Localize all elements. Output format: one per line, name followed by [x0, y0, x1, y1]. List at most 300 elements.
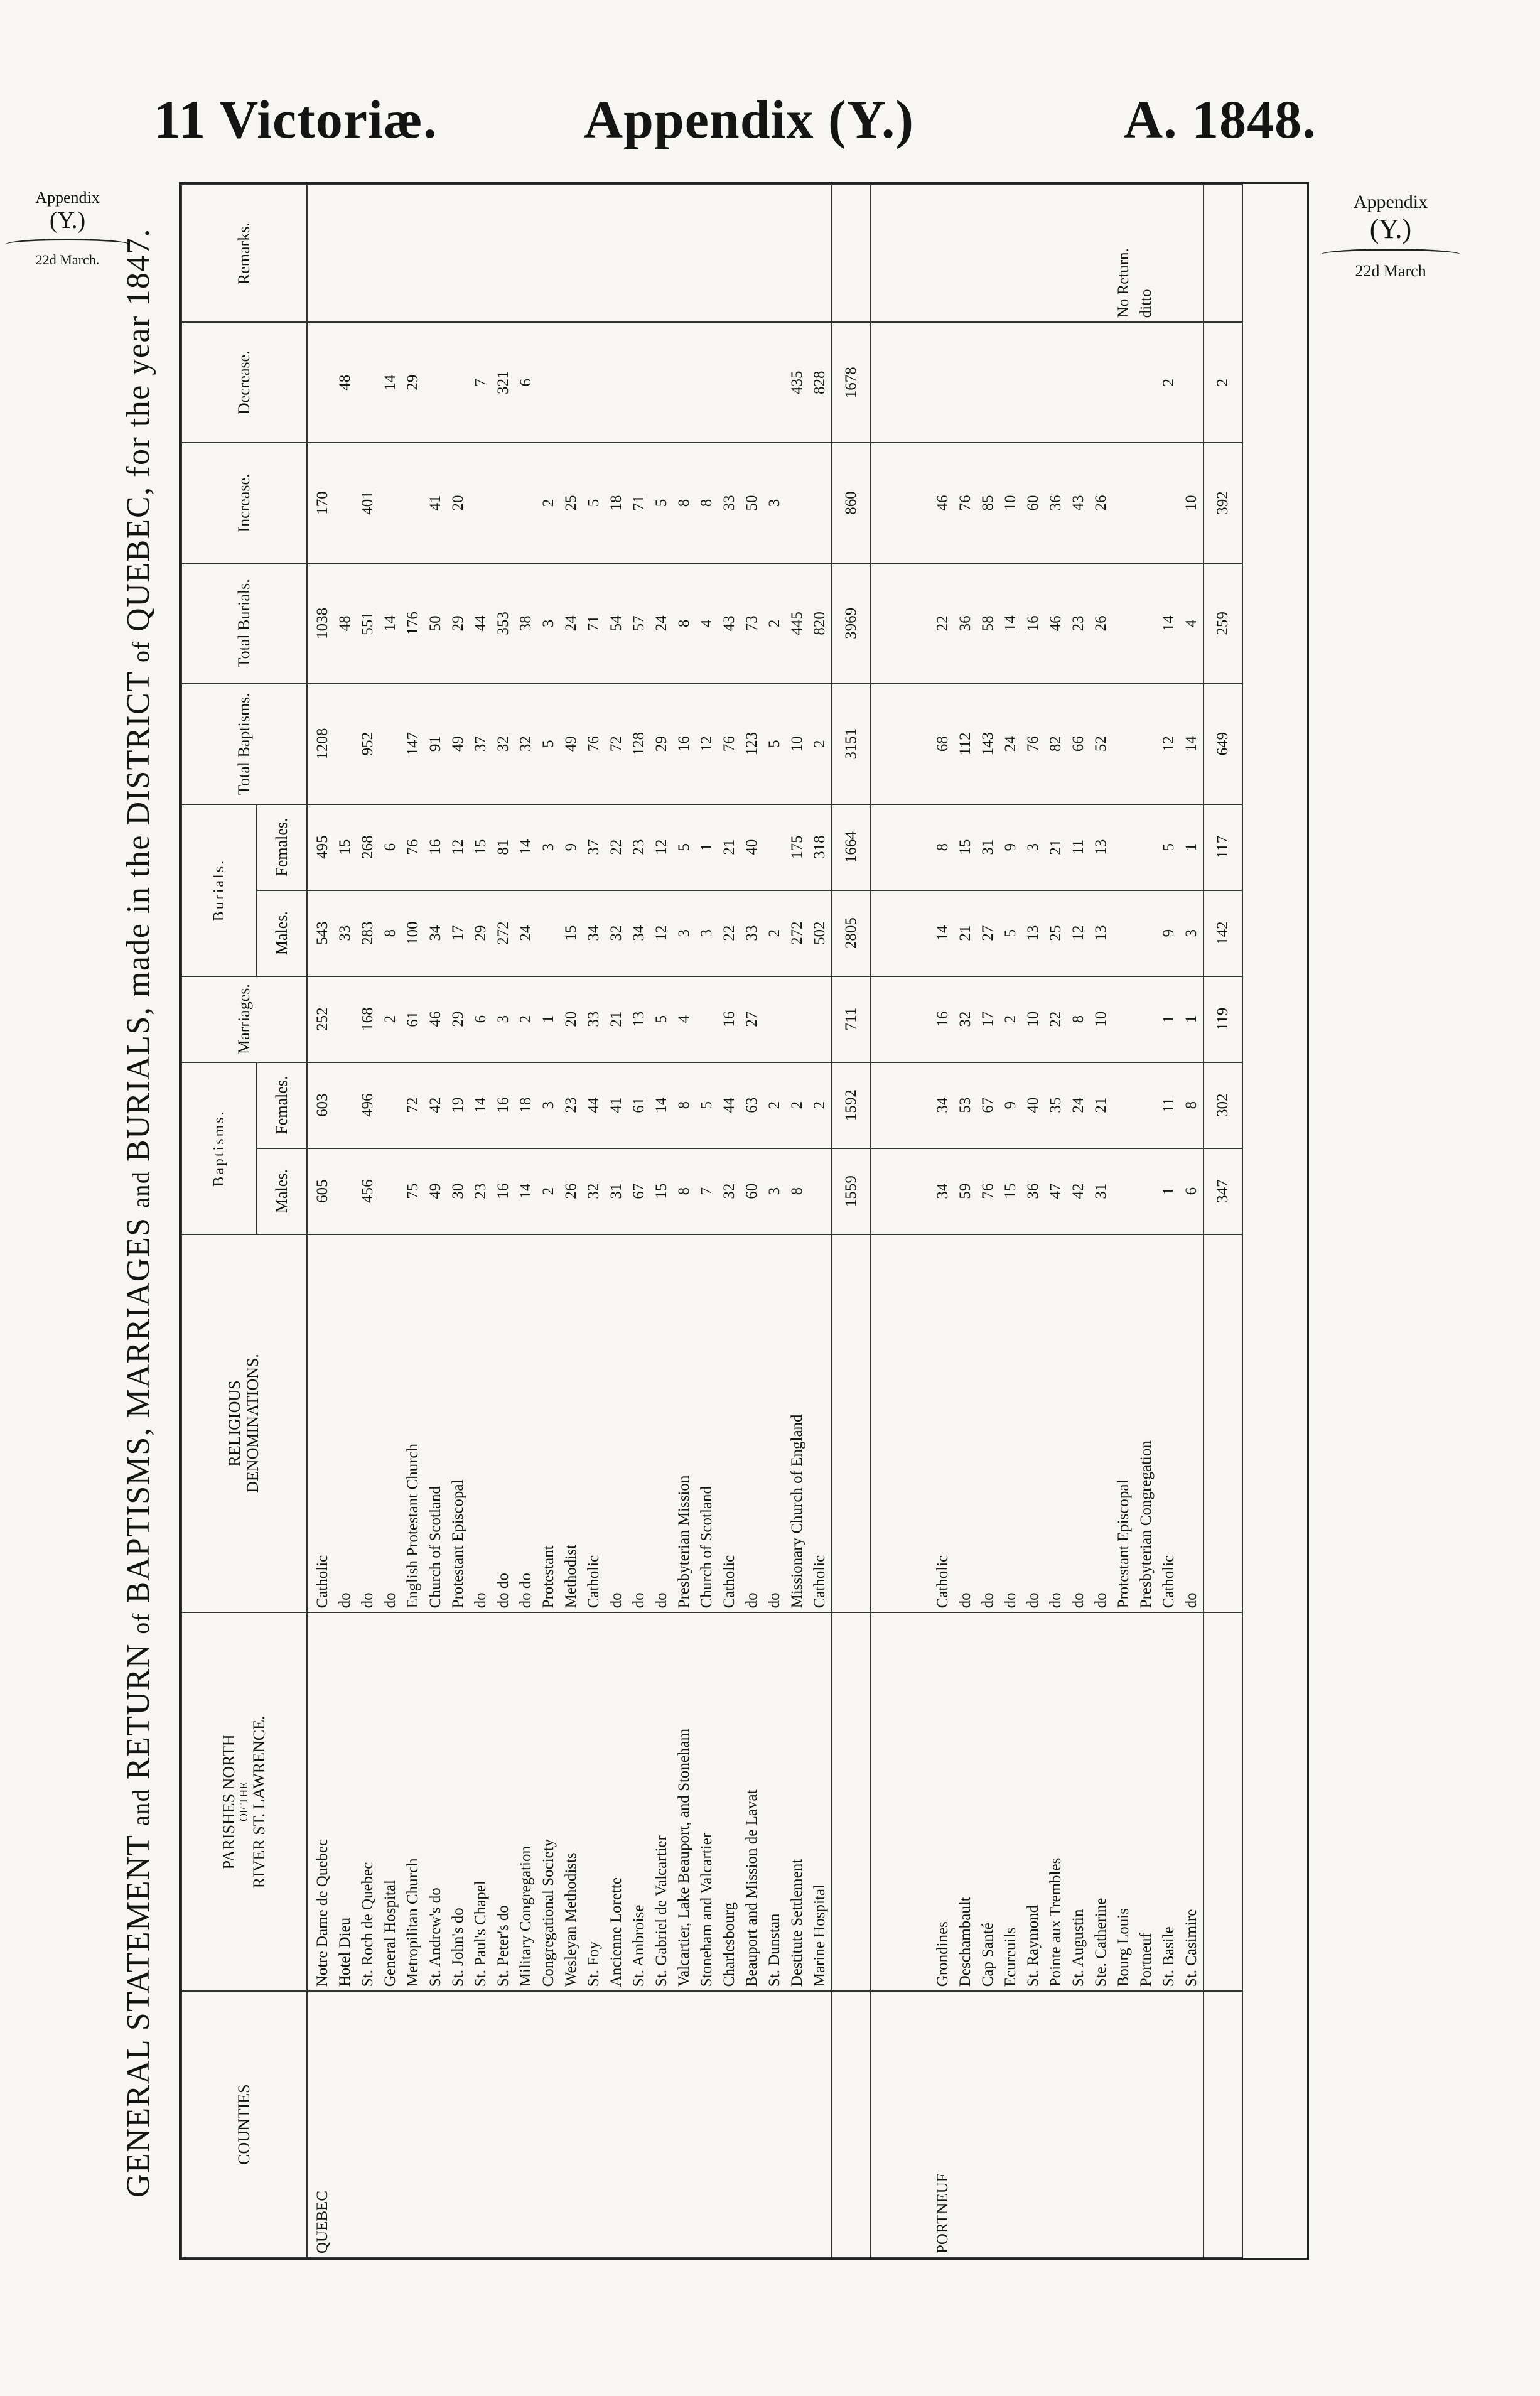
value-cell-tb: 5 — [537, 684, 560, 804]
value-cell-bm — [379, 1148, 402, 1234]
denomination-cell — [832, 1234, 871, 1613]
denomination-cell: Catholic — [928, 1234, 954, 1613]
value-cell-bf: 2 — [763, 1062, 786, 1148]
value-cell-uf: 81 — [492, 804, 515, 890]
value-cell-bm: 60 — [741, 1148, 763, 1234]
value-cell-bf — [1135, 1062, 1158, 1148]
value-cell-tb — [379, 684, 402, 804]
denomination-cell: Catholic — [1158, 1234, 1180, 1613]
value-cell-um: 14 — [928, 890, 954, 976]
value-cell-inc — [334, 443, 357, 563]
gap-cell — [871, 322, 928, 443]
value-cell-mar: 2 — [379, 976, 402, 1062]
total-cell-inc: 392 — [1203, 443, 1242, 563]
value-cell-inc: 46 — [928, 443, 954, 563]
value-cell-uf: 21 — [1045, 804, 1067, 890]
value-cell-mar: 27 — [741, 976, 763, 1062]
parish-cell: St. Peter's do — [492, 1612, 515, 1991]
value-cell-inc: 33 — [718, 443, 741, 563]
total-cell-bm: 347 — [1203, 1148, 1242, 1234]
value-cell-tb — [334, 684, 357, 804]
remarks-cell — [763, 185, 786, 322]
value-cell-bm — [809, 1148, 832, 1234]
value-cell-bm: 15 — [650, 1148, 673, 1234]
value-cell-bm: 31 — [1090, 1148, 1112, 1234]
remarks-cell — [977, 185, 999, 322]
county-cell — [379, 1991, 402, 2258]
remarks-cell — [928, 185, 954, 322]
value-cell-dec — [537, 322, 560, 443]
value-cell-mar — [786, 976, 809, 1062]
table-row — [696, 185, 718, 2258]
value-cell-tb: 128 — [628, 684, 650, 804]
denomination-cell: Catholic — [583, 1234, 605, 1613]
value-cell-um: 5 — [999, 890, 1022, 976]
value-cell-um: 283 — [357, 890, 379, 976]
value-cell-uf — [1112, 804, 1135, 890]
value-cell-tb: 91 — [424, 684, 447, 804]
value-cell-bf: 9 — [999, 1062, 1022, 1148]
county-cell — [786, 1991, 809, 2258]
total-cell-uf: 1664 — [832, 804, 871, 890]
value-cell-tb: 76 — [1022, 684, 1045, 804]
remarks-cell — [560, 185, 583, 322]
value-cell-bf: 16 — [492, 1062, 515, 1148]
value-cell-tb — [1135, 684, 1158, 804]
county-cell: PORTNEUF — [928, 1991, 954, 2258]
header-denominations — [181, 1234, 307, 1613]
value-cell-bf: 44 — [583, 1062, 605, 1148]
table-row — [954, 185, 977, 2258]
county-cell — [1180, 1991, 1203, 2258]
value-cell-tb: 2 — [809, 684, 832, 804]
value-cell-dec — [977, 322, 999, 443]
parish-cell: St. Casimire — [1180, 1612, 1203, 1991]
value-cell-inc: 36 — [1045, 443, 1067, 563]
remarks-cell — [1158, 185, 1180, 322]
value-cell-tb: 5 — [763, 684, 786, 804]
header-counties: COUNTIES — [181, 1991, 307, 2258]
value-cell-tb: 112 — [954, 684, 977, 804]
parish-cell: Cap Santé — [977, 1612, 999, 1991]
total-cell-tb: 3151 — [832, 684, 871, 804]
value-cell-tu: 50 — [424, 563, 447, 684]
value-cell-tu: 23 — [1067, 563, 1090, 684]
value-cell-um: 21 — [954, 890, 977, 976]
brace-icon — [1320, 249, 1461, 261]
parish-cell: St. John's do — [447, 1612, 470, 1991]
value-cell-tu: 3 — [537, 563, 560, 684]
parish-cell — [832, 1612, 871, 1991]
value-cell-tu: 44 — [470, 563, 492, 684]
value-cell-mar — [1112, 976, 1135, 1062]
table-row — [1045, 185, 1067, 2258]
table-row — [809, 185, 832, 2258]
value-cell-bf: 67 — [977, 1062, 999, 1148]
value-cell-uf: 11 — [1067, 804, 1090, 890]
gap-cell — [871, 804, 928, 890]
parish-cell: St. Andrew's do — [424, 1612, 447, 1991]
value-cell-bf: 14 — [650, 1062, 673, 1148]
value-cell-mar: 16 — [718, 976, 741, 1062]
total-cell-bf: 1592 — [832, 1062, 871, 1148]
value-cell-tu: 2 — [763, 563, 786, 684]
value-cell-bf: 63 — [741, 1062, 763, 1148]
value-cell-bf: 21 — [1090, 1062, 1112, 1148]
remarks-cell — [1022, 185, 1045, 322]
denomination-cell — [1203, 1234, 1242, 1613]
value-cell-dec — [741, 322, 763, 443]
value-cell-um: 15 — [560, 890, 583, 976]
value-cell-mar: 17 — [977, 976, 999, 1062]
parish-cell: St. Roch de Quebec — [357, 1612, 379, 1991]
header-text: RELIGIOUS — [225, 1380, 244, 1467]
parish-cell: St. Ambroise — [628, 1612, 650, 1991]
value-cell-bm: 49 — [424, 1148, 447, 1234]
gap-cell — [871, 684, 928, 804]
value-cell-um: 3 — [1180, 890, 1203, 976]
remarks-cell — [537, 185, 560, 322]
value-cell-inc: 25 — [560, 443, 583, 563]
title-part: QUEBEC, for the year 1847. — [121, 228, 156, 632]
value-cell-tu: 73 — [741, 563, 763, 684]
value-cell-uf: 318 — [809, 804, 832, 890]
parish-cell: Charlesbourg — [718, 1612, 741, 1991]
value-cell-um: 29 — [470, 890, 492, 976]
value-cell-um: 2 — [763, 890, 786, 976]
value-cell-tb: 66 — [1067, 684, 1090, 804]
remarks-cell — [999, 185, 1022, 322]
value-cell-mar: 252 — [307, 976, 334, 1062]
margin-label: Appendix — [1353, 192, 1428, 212]
value-cell-inc: 76 — [954, 443, 977, 563]
value-cell-bf: 24 — [1067, 1062, 1090, 1148]
value-cell-um: 33 — [334, 890, 357, 976]
value-cell-bm: 1 — [1158, 1148, 1180, 1234]
value-cell-inc: 43 — [1067, 443, 1090, 563]
value-cell-bf: 53 — [954, 1062, 977, 1148]
value-cell-dec — [1090, 322, 1112, 443]
header-text: OF THE — [237, 1782, 250, 1821]
header-baptisms-males: Males. — [257, 1148, 307, 1234]
value-cell-bm — [334, 1148, 357, 1234]
table-row — [718, 185, 741, 2258]
value-cell-mar — [1135, 976, 1158, 1062]
value-cell-tb: 123 — [741, 684, 763, 804]
value-cell-um: 32 — [605, 890, 628, 976]
value-cell-inc — [402, 443, 424, 563]
table-row — [424, 185, 447, 2258]
header-baptisms-females: Females. — [257, 1062, 307, 1148]
value-cell-bf — [1112, 1062, 1135, 1148]
denomination-cell: Catholic — [809, 1234, 832, 1613]
parish-cell: Hotel Dieu — [334, 1612, 357, 1991]
value-cell-dec — [928, 322, 954, 443]
value-cell-mar: 4 — [673, 976, 696, 1062]
header-remarks: Remarks. — [181, 185, 307, 322]
value-cell-bf: 2 — [786, 1062, 809, 1148]
value-cell-dec — [763, 322, 786, 443]
value-cell-bf: 5 — [696, 1062, 718, 1148]
value-cell-mar: 20 — [560, 976, 583, 1062]
value-cell-bm: 34 — [928, 1148, 954, 1234]
value-cell-bf: 23 — [560, 1062, 583, 1148]
denomination-cell: do — [650, 1234, 673, 1613]
value-cell-tb: 12 — [1158, 684, 1180, 804]
denomination-cell: do — [954, 1234, 977, 1613]
total-cell-mar: 119 — [1203, 976, 1242, 1062]
margin-appendix: (Y.) — [1369, 213, 1412, 244]
value-cell-um: 34 — [424, 890, 447, 976]
denomination-cell: do — [999, 1234, 1022, 1613]
total-cell-tu: 259 — [1203, 563, 1242, 684]
value-cell-tb: 12 — [696, 684, 718, 804]
value-cell-tu: 176 — [402, 563, 424, 684]
value-cell-inc: 5 — [650, 443, 673, 563]
county-cell — [402, 1991, 424, 2258]
value-cell-inc: 10 — [1180, 443, 1203, 563]
county-cell — [470, 1991, 492, 2258]
table-row — [583, 185, 605, 2258]
value-cell-uf: 1 — [696, 804, 718, 890]
value-cell-bm: 456 — [357, 1148, 379, 1234]
value-cell-um: 34 — [583, 890, 605, 976]
value-cell-tb: 143 — [977, 684, 999, 804]
table-row — [1090, 185, 1112, 2258]
header-marriages: Marriages. — [181, 976, 307, 1062]
value-cell-tb: 952 — [357, 684, 379, 804]
value-cell-tu: 820 — [809, 563, 832, 684]
value-cell-uf: 21 — [718, 804, 741, 890]
value-cell-mar: 1 — [1180, 976, 1203, 1062]
value-cell-inc — [1158, 443, 1180, 563]
value-cell-um: 3 — [673, 890, 696, 976]
value-cell-tu: 24 — [560, 563, 583, 684]
value-cell-uf: 6 — [379, 804, 402, 890]
county-cell: QUEBEC — [307, 1991, 334, 2258]
value-cell-dec — [718, 322, 741, 443]
value-cell-bf: 41 — [605, 1062, 628, 1148]
value-cell-tu — [1112, 563, 1135, 684]
value-cell-inc: 50 — [741, 443, 763, 563]
remarks-cell — [1067, 185, 1090, 322]
value-cell-dec: 2 — [1158, 322, 1180, 443]
value-cell-um: 100 — [402, 890, 424, 976]
denomination-cell: do — [1045, 1234, 1067, 1613]
brace-icon — [5, 239, 130, 251]
remarks-cell — [470, 185, 492, 322]
value-cell-um: 543 — [307, 890, 334, 976]
remarks-cell: ditto — [1135, 185, 1158, 322]
table-row — [977, 185, 999, 2258]
header-total-baptisms: Total Baptisms. — [181, 684, 307, 804]
county-cell — [977, 1991, 999, 2258]
value-cell-mar: 29 — [447, 976, 470, 1062]
county-cell — [696, 1991, 718, 2258]
county-cell — [628, 1991, 650, 2258]
title-conjunction: and — [128, 1170, 154, 1208]
denomination-cell: Presbyterian Mission — [673, 1234, 696, 1613]
value-cell-inc — [379, 443, 402, 563]
value-cell-mar — [809, 976, 832, 1062]
value-cell-tb: 147 — [402, 684, 424, 804]
denomination-cell: Protestant — [537, 1234, 560, 1613]
value-cell-uf: 175 — [786, 804, 809, 890]
value-cell-bm — [1135, 1148, 1158, 1234]
value-cell-mar: 46 — [424, 976, 447, 1062]
value-cell-uf: 76 — [402, 804, 424, 890]
county-cell — [1045, 1991, 1067, 2258]
value-cell-inc: 8 — [673, 443, 696, 563]
header-session: 11 Victoriæ. — [154, 89, 438, 149]
denomination-cell: do — [379, 1234, 402, 1613]
title-part: RETURN — [121, 1643, 156, 1780]
table-row — [673, 185, 696, 2258]
gap-cell — [871, 443, 928, 563]
county-cell — [334, 1991, 357, 2258]
denomination-cell: do — [1180, 1234, 1203, 1613]
value-cell-inc — [786, 443, 809, 563]
value-cell-tb: 52 — [1090, 684, 1112, 804]
denomination-cell: Church of Scotland — [424, 1234, 447, 1613]
value-cell-uf: 5 — [1158, 804, 1180, 890]
value-cell-inc: 2 — [537, 443, 560, 563]
county-cell — [741, 1991, 763, 2258]
value-cell-tu: 57 — [628, 563, 650, 684]
gap-cell — [871, 1991, 928, 2258]
parish-cell: Ancienne Lorette — [605, 1612, 628, 1991]
parish-cell: General Hospital — [379, 1612, 402, 1991]
value-cell-tb: 76 — [718, 684, 741, 804]
value-cell-bf: 19 — [447, 1062, 470, 1148]
value-cell-tb: 37 — [470, 684, 492, 804]
county-cell — [424, 1991, 447, 2258]
value-cell-inc: 26 — [1090, 443, 1112, 563]
value-cell-mar: 2 — [515, 976, 537, 1062]
table-row — [605, 185, 628, 2258]
value-cell-mar — [696, 976, 718, 1062]
value-cell-bm: 8 — [786, 1148, 809, 1234]
county-cell — [999, 1991, 1022, 2258]
table-row — [537, 185, 560, 2258]
value-cell-dec — [560, 322, 583, 443]
value-cell-tb: 72 — [605, 684, 628, 804]
value-cell-uf: 9 — [999, 804, 1022, 890]
value-cell-um — [1135, 890, 1158, 976]
remarks-cell — [357, 185, 379, 322]
value-cell-inc: 5 — [583, 443, 605, 563]
county-cell — [832, 1991, 871, 2258]
remarks-cell — [492, 185, 515, 322]
value-cell-uf: 268 — [357, 804, 379, 890]
value-cell-bf — [379, 1062, 402, 1148]
value-cell-um: 34 — [628, 890, 650, 976]
value-cell-dec — [583, 322, 605, 443]
value-cell-tb: 29 — [650, 684, 673, 804]
denomination-cell: do do — [515, 1234, 537, 1613]
denomination-cell: Protestant Episcopal — [447, 1234, 470, 1613]
denomination-cell: Protestant Episcopal — [1112, 1234, 1135, 1613]
value-cell-uf: 9 — [560, 804, 583, 890]
total-cell-tb: 649 — [1203, 684, 1242, 804]
value-cell-bf: 14 — [470, 1062, 492, 1148]
remarks-cell — [1090, 185, 1112, 322]
value-cell-mar: 32 — [954, 976, 977, 1062]
county-cell — [357, 1991, 379, 2258]
remarks-cell — [1203, 185, 1242, 322]
value-cell-bm: 605 — [307, 1148, 334, 1234]
parish-cell: St. Raymond — [1022, 1612, 1045, 1991]
value-cell-dec: 321 — [492, 322, 515, 443]
value-cell-bm: 47 — [1045, 1148, 1067, 1234]
value-cell-uf: 12 — [447, 804, 470, 890]
parish-cell: Notre Dame de Quebec — [307, 1612, 334, 1991]
remarks-cell — [447, 185, 470, 322]
denomination-cell: do do — [492, 1234, 515, 1613]
remarks-cell — [605, 185, 628, 322]
header-burials-males: Males. — [257, 890, 307, 976]
value-cell-dec: 29 — [402, 322, 424, 443]
section-gap — [871, 185, 928, 2258]
totals-row — [832, 185, 871, 2258]
value-cell-inc: 170 — [307, 443, 334, 563]
margin-note-left — [0, 188, 135, 267]
parish-cell: St. Augustin — [1067, 1612, 1090, 1991]
total-cell-um: 2805 — [832, 890, 871, 976]
value-cell-mar: 168 — [357, 976, 379, 1062]
value-cell-tu: 16 — [1022, 563, 1045, 684]
value-cell-bm: 30 — [447, 1148, 470, 1234]
parish-cell: Marine Hospital — [809, 1612, 832, 1991]
value-cell-tu: 46 — [1045, 563, 1067, 684]
parish-cell: Beauport and Mission de Lavat — [741, 1612, 763, 1991]
value-cell-bf: 44 — [718, 1062, 741, 1148]
value-cell-inc: 18 — [605, 443, 628, 563]
value-cell-tu: 4 — [696, 563, 718, 684]
value-cell-bf: 34 — [928, 1062, 954, 1148]
county-cell — [1158, 1991, 1180, 2258]
value-cell-mar: 5 — [650, 976, 673, 1062]
value-cell-tb: 24 — [999, 684, 1022, 804]
total-cell-mar: 711 — [832, 976, 871, 1062]
value-cell-bm: 8 — [673, 1148, 696, 1234]
value-cell-tb: 14 — [1180, 684, 1203, 804]
remarks-cell — [379, 185, 402, 322]
parish-cell — [1203, 1612, 1242, 1991]
margin-note-right — [1315, 192, 1466, 281]
margin-date: 22d March. — [35, 251, 100, 267]
value-cell-inc: 20 — [447, 443, 470, 563]
parish-cell: Pointe aux Trembles — [1045, 1612, 1067, 1991]
value-cell-bf: 72 — [402, 1062, 424, 1148]
value-cell-mar: 3 — [492, 976, 515, 1062]
value-cell-dec — [605, 322, 628, 443]
value-cell-um: 12 — [650, 890, 673, 976]
header-total-burials: Total Burials. — [181, 563, 307, 684]
table-row — [402, 185, 424, 2258]
value-cell-uf — [1135, 804, 1158, 890]
value-cell-dec: 6 — [515, 322, 537, 443]
value-cell-um: 272 — [492, 890, 515, 976]
table-row — [492, 185, 515, 2258]
county-cell — [763, 1991, 786, 2258]
total-cell-bm: 1559 — [832, 1148, 871, 1234]
header-burials: Burials. — [181, 804, 257, 976]
value-cell-uf: 8 — [928, 804, 954, 890]
remarks-cell — [650, 185, 673, 322]
value-cell-mar: 33 — [583, 976, 605, 1062]
denomination-cell: do — [1067, 1234, 1090, 1613]
